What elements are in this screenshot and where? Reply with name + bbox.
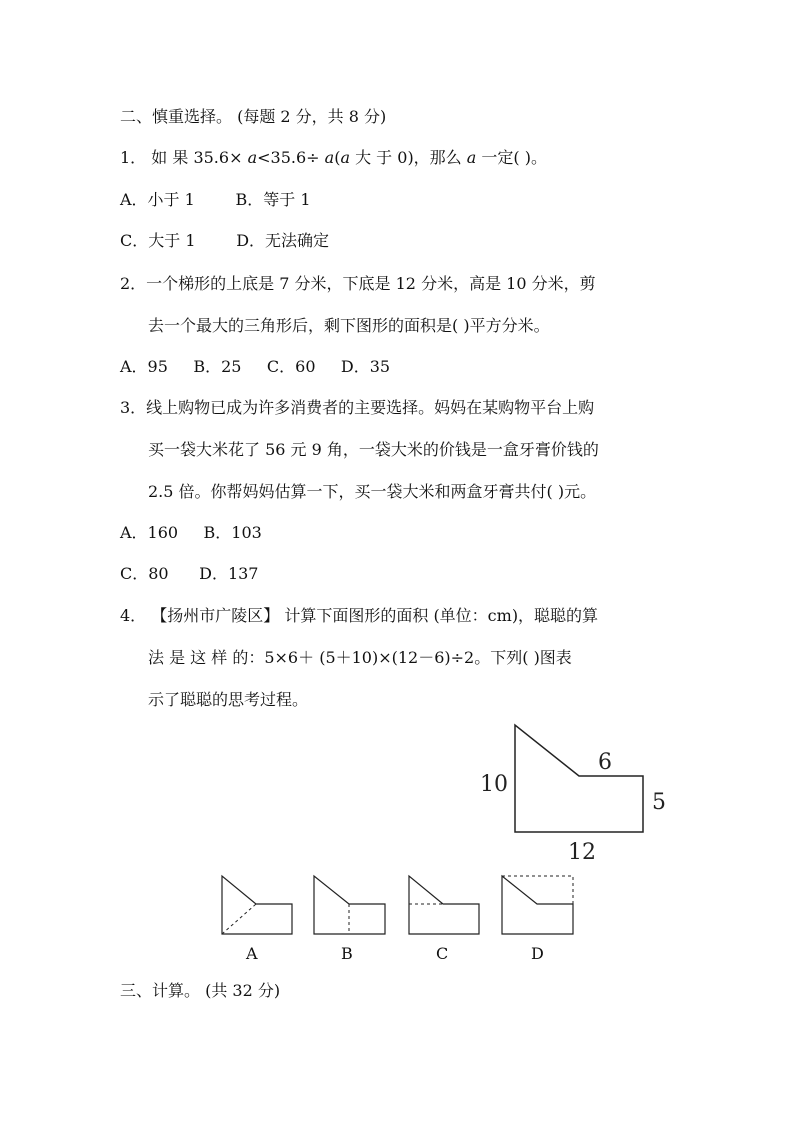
option-c-shape xyxy=(409,876,479,934)
section-2-heading: 二、慎重选择。 (每题 2 分，共 8 分) xyxy=(120,107,387,126)
option-a-svg xyxy=(215,870,295,940)
question-1-stem xyxy=(120,148,547,168)
q1-stem-part: <35.6÷ xyxy=(257,148,320,167)
question-4-line-3: 示了聪聪的思考过程。 xyxy=(148,690,309,709)
q1-stem-part: 1． 如 果 35.6× xyxy=(120,148,243,167)
section-3-heading: 三、计算。 (共 32 分) xyxy=(120,981,281,1000)
q2-options: A．95 B．25 C．60 D．35 xyxy=(120,357,391,376)
q1-stem-part: 大 于 0)，那么 xyxy=(350,148,462,167)
question-4-line-1: 4． 【扬州市广陵区】 计算下面图形的面积 (单位：cm)，聪聪的算 xyxy=(120,606,599,625)
label-height-5: 5 xyxy=(652,790,666,815)
q1-variable-a: a xyxy=(466,148,477,167)
question-3-line-3: 2.5 倍。你帮妈妈估算一下，买一袋大米和两盒牙膏共付( )元。 xyxy=(148,482,597,501)
label-height-10: 10 xyxy=(480,772,508,797)
option-label-c: C xyxy=(436,944,449,963)
q1-options-row-2: C．大于 1 D．无法确定 xyxy=(120,231,330,250)
q4-main-figure xyxy=(470,715,670,865)
pentagon-shape xyxy=(515,725,643,832)
option-d-svg xyxy=(496,870,576,940)
option-label-d: D xyxy=(531,944,544,963)
question-2-line-1: 2．一个梯形的上底是 7 分米，下底是 12 分米，高是 10 分米，剪 xyxy=(120,274,596,293)
q1-variable-a: a xyxy=(340,148,350,167)
question-3-line-1: 3．线上购物已成为许多消费者的主要选择。妈妈在某购物平台上购 xyxy=(120,398,595,417)
q1-variable-a: a xyxy=(247,148,258,167)
option-figure-d xyxy=(496,870,576,940)
label-step-6: 6 xyxy=(598,750,612,775)
q4-main-figure-svg xyxy=(470,715,670,865)
option-a-dashed-line xyxy=(222,904,256,934)
option-label-b: B xyxy=(341,944,353,963)
option-figure-a xyxy=(215,870,295,940)
option-b-svg xyxy=(308,870,388,940)
question-2-line-2: 去一个最大的三角形后，剩下图形的面积是( )平方分米。 xyxy=(148,316,550,335)
option-d-dashed-line xyxy=(502,876,573,904)
question-4-line-2: 法 是 这 样 的：5×6＋ (5＋10)×(12－6)÷2。下列( )图表 xyxy=(148,648,572,667)
q3-options-row-1: A．160 B．103 xyxy=(120,523,262,542)
q1-stem-part: 一定( )。 xyxy=(481,148,547,167)
question-3-line-2: 买一袋大米花了 56 元 9 角，一袋大米的价钱是一盒牙膏价钱的 xyxy=(148,440,599,459)
q1-stem-part: ( xyxy=(334,148,341,167)
q1-variable-a: a xyxy=(324,148,335,167)
label-base-12: 12 xyxy=(568,840,596,865)
q1-options-row-1: A．小于 1 B．等于 1 xyxy=(120,190,311,209)
option-figure-b xyxy=(308,870,388,940)
q3-options-row-2: C．80 D．137 xyxy=(120,564,259,583)
option-d-shape xyxy=(502,876,573,934)
option-label-a: A xyxy=(246,944,258,963)
option-figure-c xyxy=(402,870,482,940)
option-c-svg xyxy=(402,870,482,940)
